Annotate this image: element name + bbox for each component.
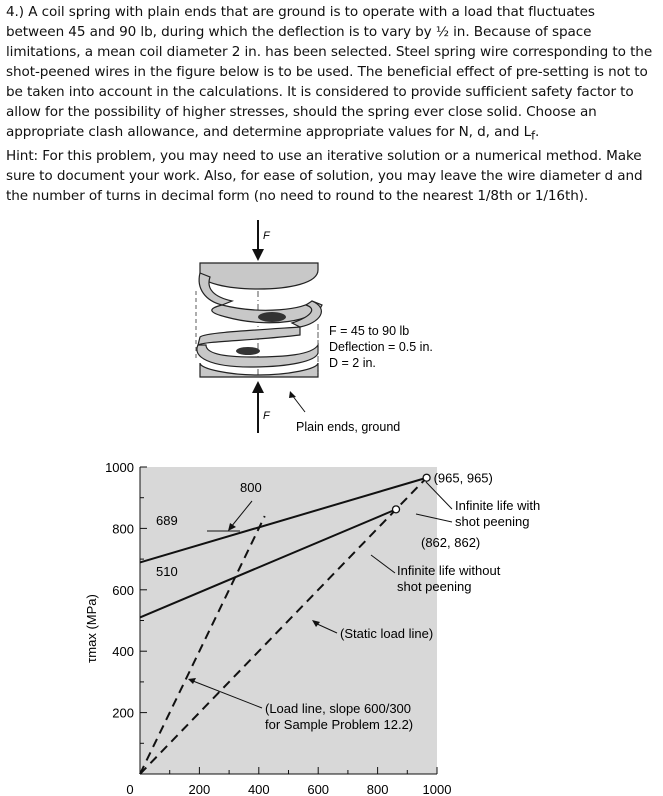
y-tick-label: 1000: [105, 460, 134, 475]
x-tick-label: 0: [126, 782, 134, 795]
point-862-label: (862, 862): [421, 535, 481, 550]
bottom-force-arrowhead: [252, 381, 264, 393]
spring-illustration: [196, 220, 433, 434]
spring-coils: [197, 263, 322, 377]
spec-diameter: D = 2 in.: [329, 356, 376, 370]
figure: [0, 205, 663, 795]
ends-leader: [292, 395, 305, 412]
x-tick-label: 600: [307, 782, 330, 795]
y-tick-label: 200: [112, 705, 134, 721]
y-tick-label: 800: [112, 521, 134, 537]
top-force-label: F: [263, 230, 270, 242]
y-tick-label: 600: [112, 582, 134, 598]
noshot-line-label-2: shot peening: [397, 579, 472, 594]
y-tick-label: 400: [112, 644, 134, 660]
wire-end-top: [258, 312, 286, 322]
coil-2: [198, 327, 300, 345]
point-800-label: 800: [240, 480, 262, 495]
coil-3: [197, 345, 318, 367]
problem-text: [6, 2, 656, 206]
load-line-label-2: for Sample Problem 12.2): [265, 717, 414, 732]
spec-deflection: Deflection = 0.5 in.: [329, 340, 433, 354]
noshot-intercept-label: 510: [156, 564, 178, 579]
shot-line-label-1: Infinite life with: [455, 498, 541, 513]
point-965: [423, 474, 430, 481]
problem-statement: [6, 2, 656, 146]
bottom-force-label: F: [263, 410, 270, 422]
x-tick-label: 800: [366, 782, 389, 795]
point-965-label: (965, 965): [433, 470, 493, 486]
wire-end-bottom: [236, 347, 260, 355]
static-line-label: (Static load line): [340, 626, 434, 641]
top-force-arrowhead: [252, 249, 264, 261]
problem-hint: Hint: For this problem, you may need to use an iterative solution or a numerical method. Make sure to document your work. Also, for ease of solution, you may leave the wire diameter d and the number of turns in decimal form (no need to round to the nearest 1/8th or 1/16th).: [6, 147, 643, 204]
spec-force: F = 45 to 90 lb: [329, 324, 410, 338]
statement-text: 4.) A coil spring with plain ends that are ground is to operate with a load that fluctuates between 45 and 90 lb, during which the deflection is to vary by ½ in. Because of space limitations, a mean coil diameter 2 in. has been selected. Steel spring wire corresponding to the shot-peened wires in the figure below is to be used. The beneficial effect of pre-setting is not to be taken into account in the calculations. It is considered to provide sufficient safety factor to allow for the possibility of higher stresses, should the spring ever close solid. Choose an appropriate clash allowance, and determine appropriate values for N, d, and L: [6, 4, 653, 140]
shot-line-label-2: shot peening: [455, 514, 530, 529]
shot-intercept-label: 689: [156, 513, 178, 528]
x-tick-label: 400: [247, 782, 270, 795]
y-axis-label: τmax (MPa): [84, 594, 99, 663]
ends-label: Plain ends, ground: [296, 420, 401, 434]
noshot-line-label-1: Infinite life without: [397, 563, 501, 578]
ends-leader-arrow: [289, 391, 296, 398]
x-tick-label: 200: [188, 782, 211, 795]
point-862: [393, 506, 400, 513]
statement-end: .: [534, 124, 540, 140]
lf-subscript: f: [531, 128, 535, 143]
coil-top-end: [200, 263, 318, 289]
load-line-label-1: (Load line, slope 600/300: [265, 701, 412, 716]
x-tick-label: 1000: [422, 782, 452, 795]
fatigue-chart: [84, 460, 540, 795]
